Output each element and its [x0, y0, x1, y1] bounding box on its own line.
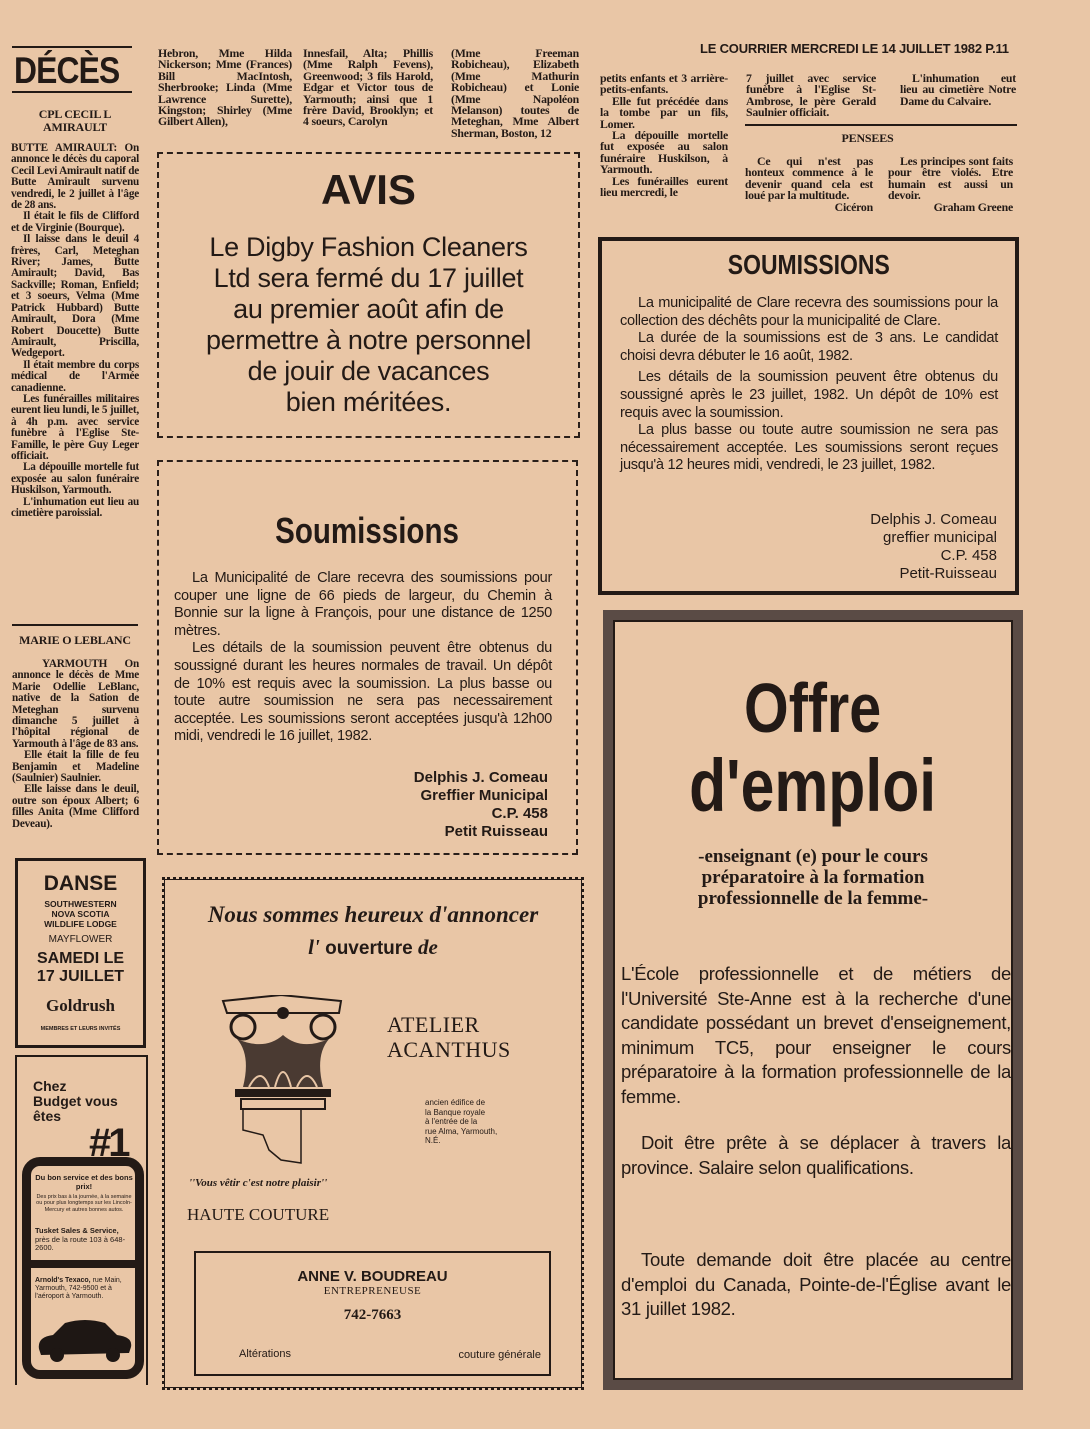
venue-line: SOUTHWESTERN	[44, 899, 117, 909]
venue-line: WILDLIFE LODGE	[44, 919, 117, 929]
offre-body	[621, 962, 1011, 1322]
address-line: à l'entrée de la	[425, 1117, 478, 1126]
avis-line: Le Digby Fashion Cleaners	[209, 232, 528, 262]
soumissions-paragraph: La plus basse ou toute autre soumission ne sera pas nécessairement acceptée. Les soumissions seront reçues jusqu'à 12 heures midi, vendredi, le 23 juillet, 1982.	[620, 422, 998, 474]
soumissions-notice-right	[598, 237, 1019, 595]
avis-line: bien méritées.	[285, 387, 452, 417]
dealer-name: Arnold's Texaco,	[35, 1277, 91, 1284]
danse-room: MAYFLOWER	[48, 934, 113, 945]
obituary-lead: YARMOUTH	[42, 658, 108, 670]
script-word: l'	[308, 935, 320, 959]
signature-line: greffier municipal	[883, 529, 997, 546]
obituary-continued: Innesfail, Alta; Phillis (Mme Ralph Fevens), Greenwood; 3 fils Harold, Edgar et Victor tous de Yarmouth; ainsi que 1 frère David, Brooklyn; et 4 soeurs, Carolyn	[303, 46, 433, 129]
danse-title: DANSE	[43, 872, 118, 895]
dealer-name: Tusket Sales & Service,	[35, 1226, 119, 1235]
budget-ad	[15, 1055, 148, 1385]
address-line: ancien édifice de	[425, 1098, 486, 1107]
soumissions-body	[620, 295, 998, 475]
car-illustration	[35, 1315, 135, 1363]
section-title-deces: DÉCÈS	[14, 50, 120, 91]
quote-greene	[888, 156, 1013, 213]
signature-line: C.P. 458	[491, 805, 548, 822]
obituary-continued: (Mme Freeman Robicheau), Elizabeth (Mme Mathurin Robicheau) et Lonie (Mme Napoléon Melanson) toutes de Meteghan, Mme Albert Sherman, Boston, 12	[451, 46, 579, 140]
address-line: rue Alma, Yarmouth,	[425, 1126, 498, 1136]
signature-line: Delphis J. Comeau	[413, 769, 548, 786]
card-name: ANNE V. BOUDREAU	[297, 1268, 448, 1285]
offre-paragraph: Toute demande doit être placée au centre d'emploi du Canada, Pointe-de-l'Église avant le 31 juillet 1982.	[621, 1249, 1011, 1319]
date-line: SAMEDI LE	[36, 950, 125, 967]
soumissions-title: SOUMISSIONS	[727, 249, 890, 280]
address-line: N.É.	[425, 1136, 441, 1145]
obituary-paragraph: Il était membre du corps médical de l'Armée canadienne.	[11, 358, 139, 394]
soumissions-notice-left	[157, 460, 578, 855]
avis-body	[159, 232, 578, 418]
obituary-paragraph: Il était le fils de Clifford et de Virginie (Bourque).	[11, 210, 139, 234]
offre-emploi-ad	[603, 610, 1023, 1390]
obituary-marie-leblanc	[12, 659, 139, 830]
business-card	[194, 1251, 551, 1376]
obituary-paragraph: Elle laisse dans le deuil, outre son époux Albert; 6 filles Anita (Mme Clifford Deveau).	[12, 783, 139, 830]
script-word: de	[417, 935, 438, 959]
obituary-paragraph: On annonce le décès de Mme Marie Odellie LeBlanc, native de la Sation de Meteghan survenu dimanche 5 juillet à l'hôpital régional de Yarmouth à l'âge de 83 ans.	[12, 658, 139, 750]
budget-headline	[33, 1079, 118, 1124]
obituary-paragraph: On annonce le décès du caporal Cecil Levi Amirault natif de Butte Amirault survenu vendredi, le 2 juillet à l'âge de 28 ans.	[11, 142, 140, 212]
offre-title-1: Offre	[744, 669, 882, 747]
slogan: ''Vous vêtir c'est notre plaisir''	[189, 1177, 328, 1189]
signature	[414, 769, 548, 841]
obituary-paragraph: La dépouille mortelle fut exposée au salon funéraire Huskilson, Yarmouth.	[11, 461, 139, 497]
obituary-paragraph: Elle était la fille de feu Benjamin et Madeline (Saulnier) Saulnier.	[12, 749, 139, 785]
signature-line: Greffier Municipal	[420, 787, 548, 804]
soumissions-paragraph: Les détails de la soumission peuvent être obtenus du soussigné durant les heures normales de travail. Un dépôt de 10% est requis avec la soumission. La plus basse ou toute autre soumission ne sera pas necessairement acceptée. Les soumissions seront acceptées jusqu'à 12h00 midi, vendredi le 16 juillet, 1982.	[174, 640, 552, 745]
signature-line: Delphis J. Comeau	[870, 511, 997, 528]
obituary-name: CPL CECIL L AMIRAULT	[38, 107, 112, 134]
dealer-address: rue Main, Yarmouth, 742-9500 et à l'aéroport à Yarmouth.	[35, 1277, 122, 1300]
dealer-address: près de la route 103 à 648-2600.	[35, 1234, 126, 1252]
soumissions-paragraph: Les détails de la soumission peuvent être obtenus du soussigné après le 23 juillet, 1982. Un dépôt de 10% est requis avec la soumission.	[620, 369, 998, 421]
signature-line: C.P. 458	[940, 547, 997, 564]
budget-dealer-tusket	[35, 1227, 133, 1253]
obituary-name: MARIE O LEBLANC	[19, 633, 131, 647]
obituary-lead: BUTTE AMIRAULT:	[11, 142, 117, 154]
script-subheadline	[165, 935, 581, 960]
budget-fine-print: Des prix bas à la journée, à la semaine ou pour plus longtemps sur les Lincoln-Mercury et autres bonnes autos.	[36, 1194, 132, 1213]
obituary-paragraph: Les funérailles militaires eurent lieu lundi, le 5 juillet, à 4h p.m. avec service funèbre à l'Eglise Ste-Famille, le père Guy Leger officiait.	[11, 392, 139, 462]
date-line: 17 JUILLET	[36, 968, 125, 985]
obituary-paragraph: La dépouille mortelle fut exposée au salon funéraire Huskilson, à Yarmouth.	[600, 128, 728, 177]
obituary-continued: L'inhumation eut lieu au cimetière Notre Dame du Calvaire.	[900, 71, 1016, 108]
address-line: la Banque royale	[425, 1107, 486, 1117]
offre-subtitle	[633, 846, 993, 909]
signature	[870, 511, 997, 583]
signature-line: Petit-Ruisseau	[899, 565, 997, 582]
quote-ciceron	[745, 156, 873, 213]
subtitle-line: préparatoire à la formation	[701, 867, 925, 888]
headline-line: Chez	[33, 1078, 67, 1094]
soumissions-paragraph: La Municipalité de Clare recevra des soumissions pour couper une ligne de 66 pieds de largeur, du Chemin à Bonnie sur la ligne à François, pour une distance de 1250 mètres.	[174, 570, 552, 639]
business-name	[387, 1012, 511, 1062]
pensees-title: PENSEES	[841, 131, 894, 145]
business-name-line: ACANTHUS	[387, 1037, 511, 1062]
obituary-continued-column	[600, 73, 728, 198]
quote-text: Les principes sont faits pour être violés. Etre humain est aussi un devoir.	[888, 154, 1013, 203]
avis-line: Ltd sera fermé du 17 juillet	[213, 263, 524, 293]
budget-tagline: Du bon service et des bons prix!	[35, 1173, 133, 1191]
obituary-paragraph: Il laisse dans le deuil 4 frères, Carl, Meteghan River; James, Butte Amirault; David, Bas Sackville; Roman, Enfield; et 3 soeurs, Velma (Mme Patrick Hubbard) Butte Amirault, Dora (Mme Robert Doucette) Butte Amirault, Priscilla, Wedgeport.	[11, 233, 139, 360]
danse-date	[18, 950, 143, 986]
budget-dealer-arnold	[35, 1277, 133, 1301]
soumissions-paragraph: La municipalité de Clare recevra des soumissions pour la collection des déchêts pour la municipalité de Clare.	[620, 295, 998, 329]
headline-line: Budget vous	[33, 1093, 118, 1109]
soumissions-paragraph: La durée de la soumissions est de 3 ans. Le candidat choisi devra débuter le 16 août, 1982.	[620, 330, 998, 364]
danse-venue	[18, 899, 143, 929]
obituary-continued: 7 juillet avec service funèbre à l'Eglise St-Ambrose, le père Gerald Saulnier officiait.	[746, 71, 876, 120]
obituary-paragraph: Elle fut précédée dans la tombe par un fils, Lomer.	[600, 93, 728, 131]
obituary-paragraph: L'inhumation eut lieu au cimetière paroissial.	[11, 495, 139, 519]
signature-line: Petit Ruisseau	[444, 823, 548, 840]
offre-paragraph: L'École professionnelle et de métiers de l'Université Ste-Anne est à la recherche d'une candidate possédant un brevet d'enseignement, minimum TC5, pour enseigner le cours préparatoire à la formation professionnelle de la femme.	[621, 963, 1011, 1107]
obituary-cecil-amirault	[11, 143, 139, 519]
card-service-left: Altérations	[239, 1348, 291, 1360]
avis-line: au premier août afin de	[233, 294, 504, 324]
haute-couture: HAUTE COUTURE	[187, 1205, 330, 1224]
obituary-paragraph: petits enfants et 3 arrière-petits-enfants.	[600, 71, 728, 97]
danse-ad	[15, 858, 146, 1048]
atelier-acanthus-ad	[162, 877, 584, 1390]
headline-line: êtes	[33, 1108, 62, 1124]
rank-number-one: #1	[89, 1121, 128, 1165]
avis-line: permettre à notre personnel	[205, 325, 532, 355]
subtitle-line: professionnelle de la femme-	[697, 888, 929, 909]
avis-title: AVIS	[321, 166, 416, 213]
soumissions-title: Soumissions	[275, 510, 460, 551]
soumissions-body	[174, 570, 552, 746]
masthead: LE COURRIER MERCREDI LE 14 JUILLET 1982 P.11	[700, 41, 1009, 56]
subtitle-line: -enseignant (e) pour le cours	[698, 846, 928, 867]
danse-band: Goldrush	[46, 996, 115, 1015]
venue-line: NOVA SCOTIA	[51, 909, 110, 919]
quote-author: Cicéron	[834, 199, 873, 214]
danse-footer: MEMBRES ET LEURS INVITÉS	[40, 1026, 121, 1032]
card-title: ENTREPRENEUSE	[323, 1285, 422, 1297]
avis-ad	[157, 152, 580, 438]
obituary-continued: Hebron, Mme Hilda Nickerson; Mme (Frances) Bill MacIntosh, Sherbrooke; Linda (Mme Lawrence Surette), Kingston; Shirley (Mme Gilbert Allen),	[158, 46, 292, 129]
quote-text: Ce qui n'est pas honteux commence à le devenir quand cela est loué par la multitude.	[745, 154, 873, 203]
business-name-line: ATELIER	[387, 1012, 480, 1037]
script-word: ouverture	[325, 938, 413, 959]
obituary-paragraph: Les funérailles eurent lieu mercredi, le	[600, 173, 728, 200]
card-phone: 742-7663	[343, 1307, 402, 1323]
quote-author: Graham Greene	[933, 199, 1013, 214]
offre-title-2: d'emploi	[689, 744, 937, 827]
business-address	[425, 1098, 497, 1146]
corinthian-capital-illustration	[221, 995, 346, 1165]
offre-paragraph: Doit être prête à se déplacer à travers la province. Salaire selon qualifications.	[621, 1132, 1011, 1178]
script-headline: Nous sommes heureux d'annoncer	[207, 902, 539, 927]
avis-line: de jouir de vacances	[247, 356, 490, 386]
card-service-right: couture générale	[458, 1349, 541, 1361]
